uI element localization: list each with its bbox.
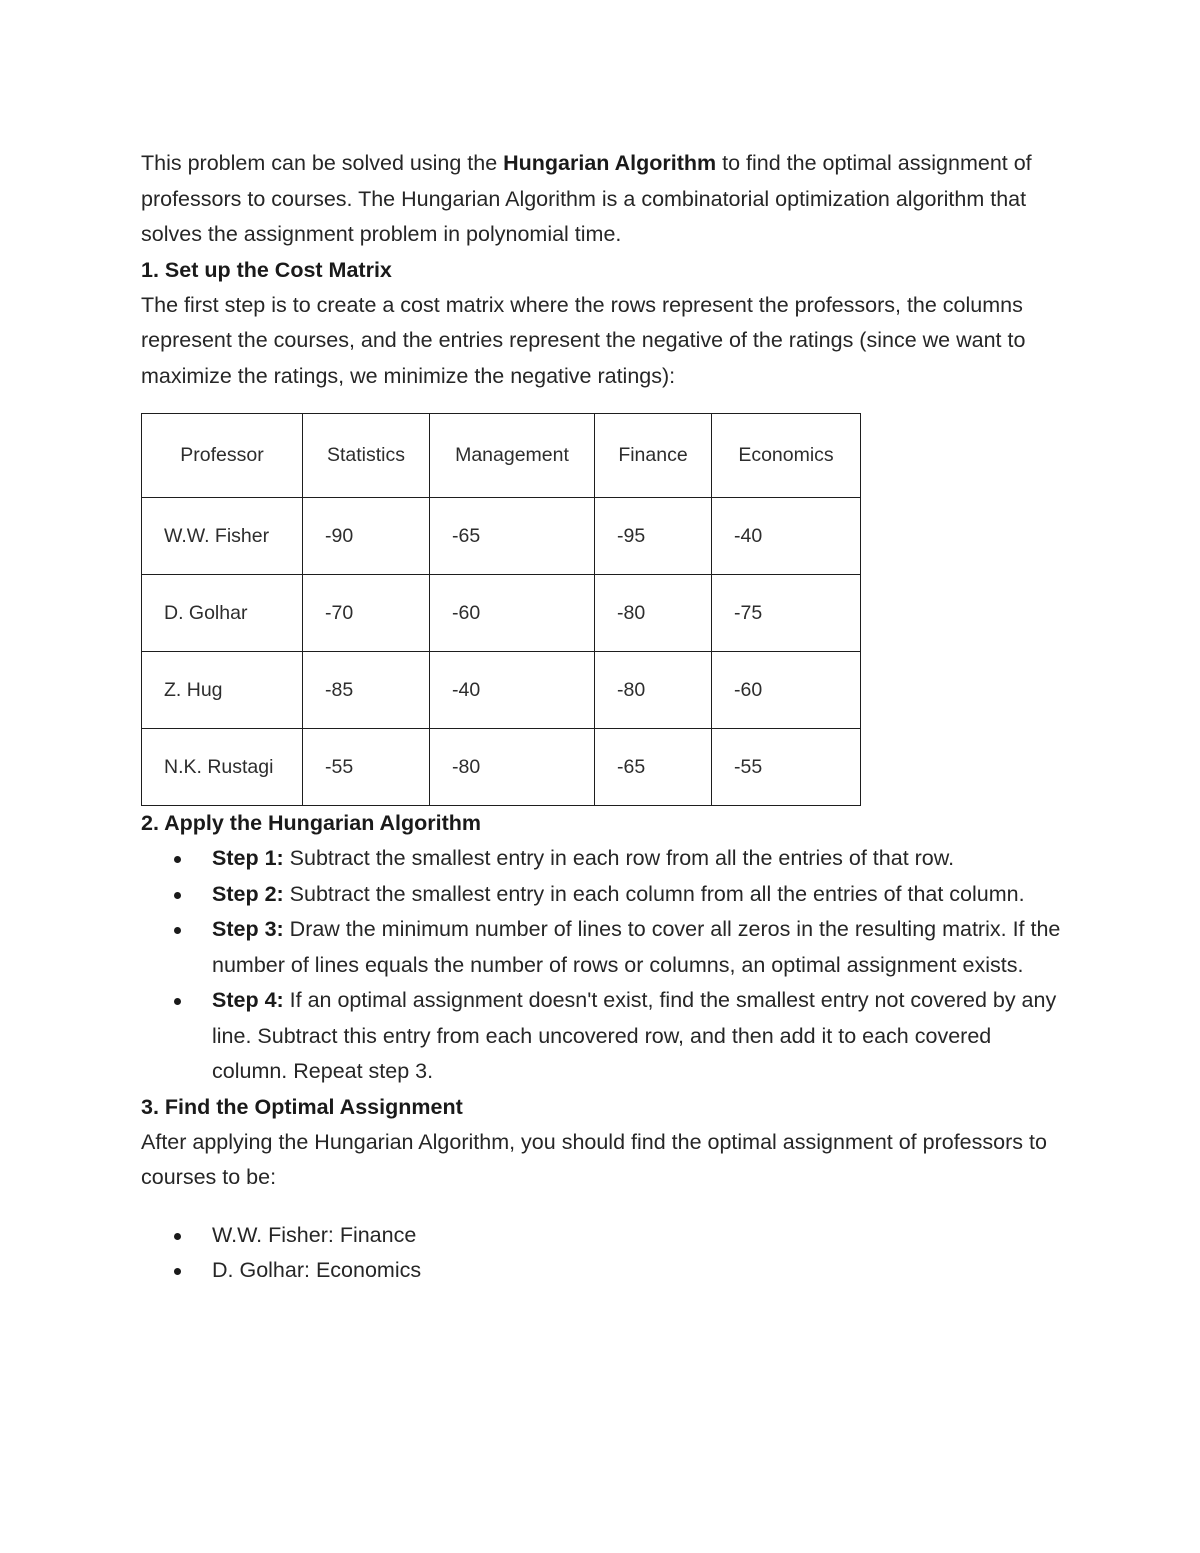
table-cell: -55 bbox=[303, 729, 430, 806]
table-cell: -80 bbox=[595, 652, 712, 729]
table-cell-professor: D. Golhar bbox=[142, 575, 303, 652]
table-cell: -90 bbox=[303, 498, 430, 575]
table-cell: -65 bbox=[430, 498, 595, 575]
table-cell: -80 bbox=[595, 575, 712, 652]
intro-text-after: to find the optimal assignment of professors to courses. The Hungarian Algorithm is a combinatorial optimization algorithm that solves the assignment problem in polynomial time. bbox=[141, 151, 1032, 246]
table-cell: -70 bbox=[303, 575, 430, 652]
bullet-icon bbox=[174, 998, 181, 1005]
list-item bbox=[141, 912, 1071, 983]
table-row bbox=[142, 575, 861, 652]
bullet-icon bbox=[174, 927, 181, 934]
step-text: Subtract the smallest entry in each column from all the entries of that column. bbox=[283, 881, 1025, 906]
step-text: Subtract the smallest entry in each row from all the entries of that row. bbox=[283, 846, 955, 870]
algorithm-steps-list bbox=[141, 841, 1071, 1090]
table-cell-professor: Z. Hug bbox=[142, 652, 303, 729]
section-3-heading: 3. Find the Optimal Assignment bbox=[141, 1094, 463, 1119]
table-header-cell: Management bbox=[430, 414, 595, 498]
section-1-heading: 1. Set up the Cost Matrix bbox=[141, 257, 392, 282]
step-label: Step 1: bbox=[212, 846, 284, 870]
step-label: Step 2: bbox=[212, 881, 284, 906]
table-row bbox=[142, 498, 861, 575]
table-cell-professor: N.K. Rustagi bbox=[142, 729, 303, 806]
list-item bbox=[141, 841, 1071, 877]
table-row bbox=[142, 729, 861, 806]
bullet-icon bbox=[174, 1233, 181, 1240]
table-header-row bbox=[142, 414, 861, 498]
bullet-icon bbox=[174, 892, 181, 899]
table-header-cell: Economics bbox=[712, 414, 861, 498]
step-label: Step 4: bbox=[212, 988, 284, 1012]
assignment-text: D. Golhar: Economics bbox=[212, 1258, 422, 1282]
table-cell: -40 bbox=[430, 652, 595, 729]
table-cell: -60 bbox=[430, 575, 595, 652]
section-1-text: The first step is to create a cost matrix where the rows represent the professors, the columns represent the courses, and the entries represent the negative of the ratings (since we want to maximize the ratings, we minimize the negative ratings): bbox=[141, 292, 1026, 388]
assignment-text: W.W. Fisher: Finance bbox=[212, 1222, 417, 1247]
table-cell: -60 bbox=[712, 652, 861, 729]
table-cell: -40 bbox=[712, 498, 861, 575]
list-item bbox=[141, 1253, 1071, 1289]
table-header-cell: Finance bbox=[595, 414, 712, 498]
section-3-text: After applying the Hungarian Algorithm, you should find the optimal assignment of professors to courses to be: bbox=[141, 1129, 1047, 1189]
table-cell: -80 bbox=[430, 729, 595, 806]
step-label: Step 3: bbox=[212, 917, 284, 941]
table-cell: -65 bbox=[595, 729, 712, 806]
table-cell: -55 bbox=[712, 729, 861, 806]
table-cell: -95 bbox=[595, 498, 712, 575]
document-page bbox=[141, 146, 1071, 1289]
step-text: If an optimal assignment doesn't exist, find the smallest entry not covered by any line. Subtract this entry from each uncovered row, and then add it to each covered column. Repeat step 3. bbox=[212, 988, 1057, 1083]
table-cell: -75 bbox=[712, 575, 861, 652]
assignment-list bbox=[141, 1218, 1071, 1289]
table-row bbox=[142, 652, 861, 729]
bullet-icon bbox=[174, 1268, 181, 1275]
list-item bbox=[141, 983, 1071, 1090]
intro-text-before: This problem can be solved using the bbox=[141, 151, 504, 175]
table-cell: -85 bbox=[303, 652, 430, 729]
section-2-heading: 2. Apply the Hungarian Algorithm bbox=[141, 811, 482, 835]
intro-bold-term: Hungarian Algorithm bbox=[503, 151, 717, 175]
list-item bbox=[141, 1218, 1071, 1254]
cost-matrix-table bbox=[141, 413, 861, 806]
list-item bbox=[141, 877, 1071, 913]
step-text: Draw the minimum number of lines to cover all zeros in the resulting matrix. If the number of lines equals the number of rows or columns, an optimal assignment exists. bbox=[212, 917, 1061, 977]
table-cell-professor: W.W. Fisher bbox=[142, 498, 303, 575]
bullet-icon bbox=[174, 856, 181, 863]
intro-paragraph bbox=[141, 146, 1071, 253]
table-header-cell: Professor bbox=[142, 414, 303, 498]
table-header-cell: Statistics bbox=[303, 414, 430, 498]
